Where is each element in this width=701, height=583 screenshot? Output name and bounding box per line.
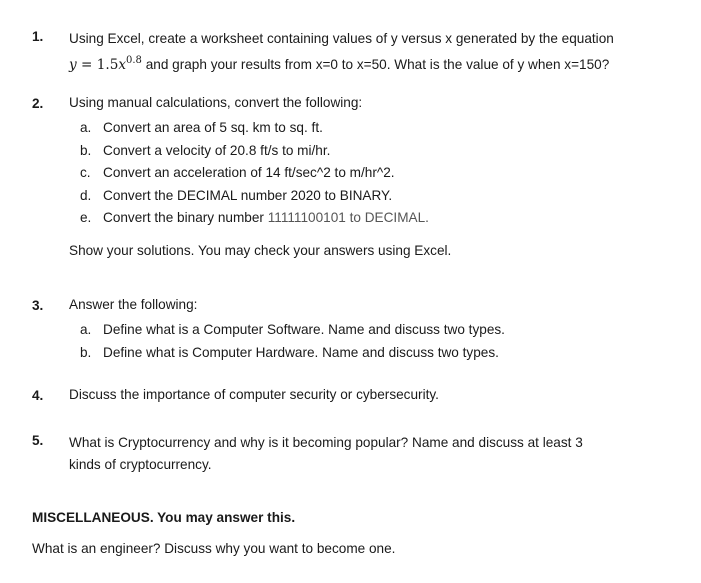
list-item-letter: d. xyxy=(80,188,92,203)
list-item-letter: a. xyxy=(80,322,92,337)
equation-lhs: y xyxy=(69,57,77,73)
list-item xyxy=(80,185,392,207)
question-2-note: Show your solutions. You may check your answers using Excel. xyxy=(69,243,452,258)
list-item-letter: c. xyxy=(80,165,91,180)
list-item xyxy=(80,207,429,229)
question-1-text xyxy=(69,28,669,72)
list-item-text: Convert a velocity of 20.8 ft/s to mi/hr. xyxy=(103,143,331,158)
equation-mid: = 1.5 xyxy=(76,57,119,73)
question-4-number: 4. xyxy=(32,388,44,403)
equation-var: x xyxy=(118,57,127,73)
question-1-number: 1. xyxy=(32,29,44,44)
question-1-line-2 xyxy=(69,50,669,72)
list-item-letter: b. xyxy=(80,143,92,158)
list-item-letter: a. xyxy=(80,120,92,135)
question-1-line-1: Using Excel, create a worksheet containing values of y versus x generated by the equation xyxy=(69,31,614,46)
question-3-intro: Answer the following: xyxy=(69,297,198,312)
list-item xyxy=(80,117,323,139)
list-item-text-gray: 11111100101 to DECIMAL. xyxy=(267,210,429,225)
list-item-text: Convert the binary number xyxy=(103,210,268,225)
question-4-text: Discuss the importance of computer security or cybersecurity. xyxy=(69,387,439,402)
question-5-line-1: What is Cryptocurrency and why is it becoming popular? Name and discuss at least 3 xyxy=(69,435,583,450)
question-5-number: 5. xyxy=(32,433,44,448)
question-1-line-2-rest: and graph your results from x=0 to x=50. What is the value of y when x=150? xyxy=(141,57,610,72)
list-item-letter: e. xyxy=(80,210,92,225)
list-item-text: Define what is a Computer Software. Name and discuss two types. xyxy=(103,322,505,337)
equation xyxy=(69,57,142,73)
list-item-text: Convert an area of 5 sq. km to sq. ft. xyxy=(103,120,323,135)
miscellaneous-heading: MISCELLANEOUS. You may answer this. xyxy=(32,510,296,525)
list-item-text: Convert an acceleration of 14 ft/sec^2 to m/hr^2. xyxy=(103,165,395,180)
list-item xyxy=(80,319,505,341)
question-3-number: 3. xyxy=(32,298,44,313)
miscellaneous-question: What is an engineer? Discuss why you want to become one. xyxy=(32,541,396,556)
question-2-intro: Using manual calculations, convert the following: xyxy=(69,95,363,110)
list-item xyxy=(80,140,330,162)
list-item-text: Convert the DECIMAL number 2020 to BINARY. xyxy=(103,188,393,203)
question-5-line-2: kinds of cryptocurrency. xyxy=(69,457,212,472)
question-5-text xyxy=(69,432,669,476)
list-item-text: Define what is Computer Hardware. Name and discuss two types. xyxy=(103,345,499,360)
list-item xyxy=(80,342,499,364)
list-item xyxy=(80,162,395,184)
equation-exponent: 0.8 xyxy=(126,55,142,66)
list-item-letter: b. xyxy=(80,345,92,360)
question-2-number: 2. xyxy=(32,96,44,111)
